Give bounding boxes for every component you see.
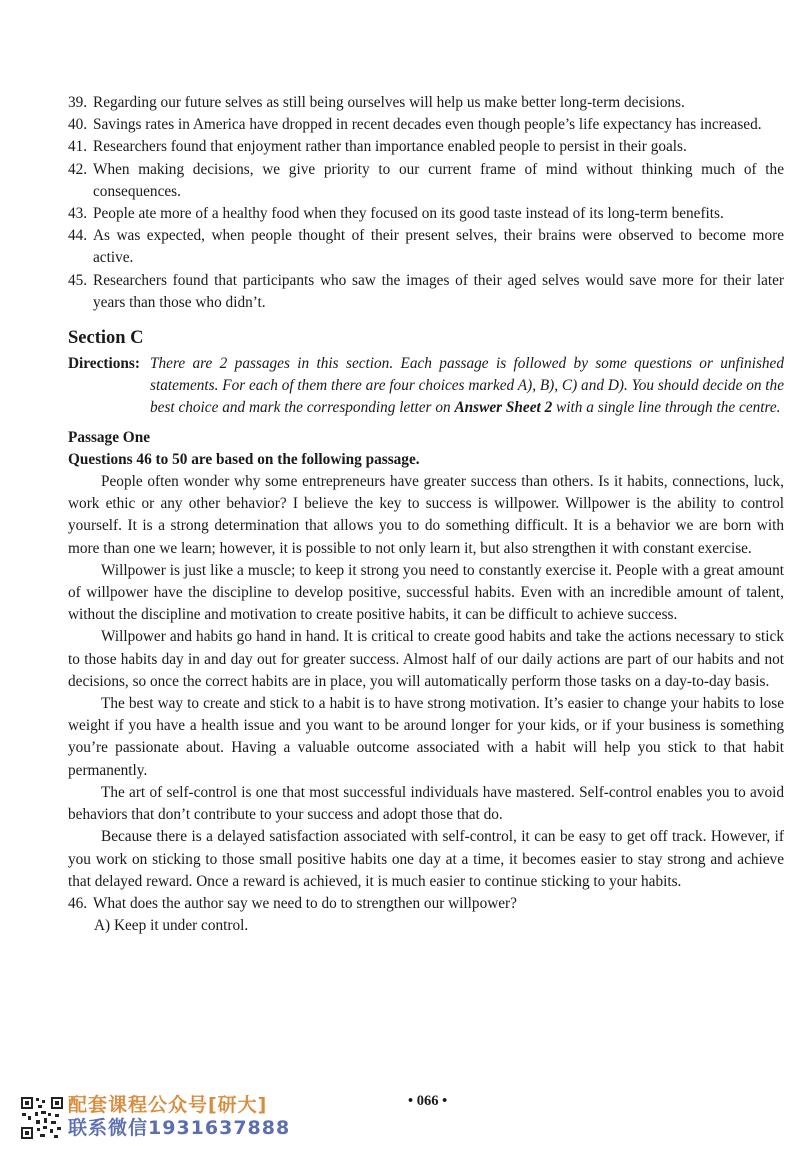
- passage-paragraph: Willpower and habits go hand in hand. It is critical to create good habits and take the actions necessary to stick to those habits day in and day out for greater success. Almost half of our daily actions are part of our habits and not decisions, so once the correct habits are in place, you will automatically perform those tasks on a day-to-day basis.: [68, 628, 784, 690]
- promo-line-1: 配套课程公众号[研大]: [68, 1094, 268, 1116]
- answer-sheet-label: Answer Sheet 2: [454, 399, 553, 417]
- statement-item: 41. Researchers found that enjoyment rather than importance enabled people to persist in their goals.: [68, 138, 687, 156]
- qr-code-icon: [20, 1096, 64, 1140]
- statement-item: 44. As was expected, when people thought of their present selves, their brains were observed to become more active.: [68, 227, 784, 267]
- promo-text: [68, 1094, 290, 1140]
- directions: [68, 353, 784, 420]
- passage-body: [68, 471, 784, 893]
- page-number: • 066 •: [408, 1093, 448, 1109]
- passage-paragraph: The art of self-control is one that most successful individuals have mastered. Self-control enables you to avoid behaviors that don’t contribute to your success and adopt those that do.: [68, 783, 784, 824]
- statement-item: 39. Regarding our future selves as still being ourselves will help us make better long-term decisions.: [68, 94, 685, 111]
- section-heading: Section C: [68, 328, 144, 349]
- option-a: A) Keep it under control.: [94, 917, 249, 935]
- page-content: [68, 92, 784, 937]
- questions-intro: Questions 46 to 50 are based on the following passage.: [68, 450, 420, 468]
- passage-title: Passage One: [68, 428, 151, 446]
- directions-text: There are 2 passages in this section. Each passage is followed by some questions or unfinished statements. For each of them there are four choices marked A), B), C) and D). You should decide on the best choice and mark the corresponding letter on Answer Sheet 2 with a single line through the centre.: [150, 355, 784, 417]
- statement-item: 45. Researchers found that participants who saw the images of their aged selves would save more for their later years than those who didn’t.: [68, 271, 784, 311]
- statement-item: 42. When making decisions, we give priority to our current frame of mind without thinking much of the consequences.: [68, 160, 784, 200]
- statement-list: [68, 92, 784, 314]
- statement-item: 43. People ate more of a healthy food when they focused on its good taste instead of its long-term benefits.: [68, 205, 724, 223]
- statement-item: 40. Savings rates in America have dropped in recent decades even though people’s life expectancy has increased.: [68, 116, 762, 134]
- question-46: 46. What does the author say we need to do to strengthen our willpower?: [68, 894, 517, 912]
- passage-paragraph: Willpower is just like a muscle; to keep it strong you need to constantly exercise it. People with a great amount of willpower have the discipline to develop positive, successful habits. Even with an incredible amount of talent, without the discipline and motivation to create positive habits, it can be difficult to achieve success.: [68, 561, 784, 624]
- passage-paragraph: People often wonder why some entrepreneurs have greater success than others. Is it habits, connections, luck, work ethic or any other behavior? I believe the key to success is willpower. Willpower is the ability to control yourself. It is a strong determination that allows you to do something difficult. It is a behavior we are born with more than one we learn; however, it is possible to not only learn it, but also strengthen it with constant exercise.: [68, 473, 784, 557]
- promo-line-2: 联系微信1931637888: [68, 1117, 291, 1139]
- passage-paragraph: The best way to create and stick to a habit is to have strong motivation. It’s easier to change your habits to lose weight if you have a health issue and you want to be around longer for your kids, or if your business is something you’re passionate about. Having a valuable outcome associated with a habit will help you stick to that habit permanently.: [68, 695, 784, 779]
- directions-label: Directions:: [68, 355, 140, 373]
- passage-paragraph: Because there is a delayed satisfaction associated with self-control, it can be easy to get off track. However, if you work on sticking to those small positive habits one day at a time, it becomes easier to stay strong and achieve that delayed reward. Once a reward is achieved, it is much easier to continue sticking to your habits.: [68, 828, 784, 890]
